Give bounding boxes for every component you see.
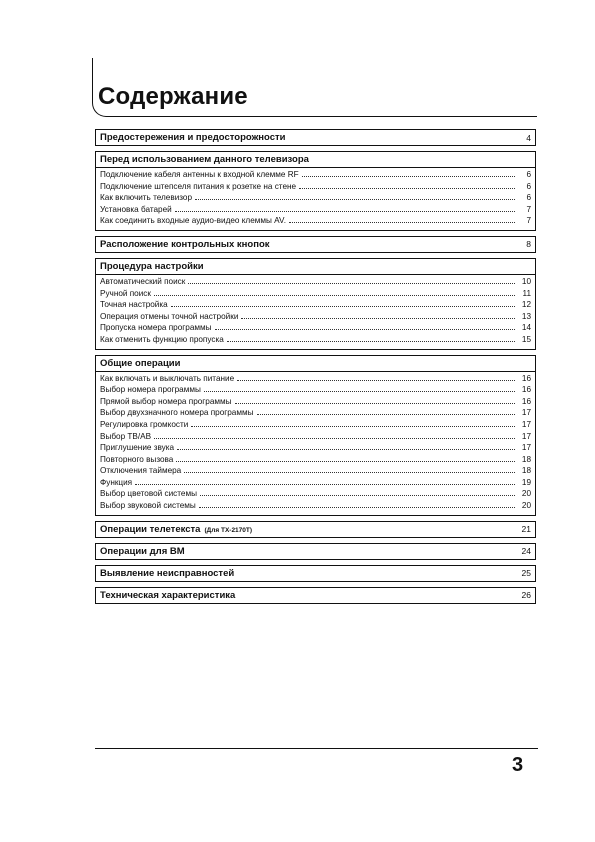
toc-item[interactable]: [100, 489, 531, 501]
toc-item-leader: [241, 317, 515, 319]
toc-item-label: Установка батарей: [100, 204, 172, 214]
toc-item-label: Выбор звуковой системы: [100, 501, 196, 511]
toc-section-title-group: [100, 568, 234, 579]
toc-item-leader: [188, 282, 515, 284]
toc-item-page: 7: [526, 216, 531, 226]
toc-item-leader: [257, 413, 516, 415]
toc-item-page: 16: [521, 396, 531, 406]
toc-section: [95, 129, 536, 146]
toc-section-page: 24: [521, 546, 531, 557]
toc-item-page: 17: [521, 419, 531, 429]
toc-section: [95, 521, 536, 538]
toc-item-page: 15: [521, 334, 531, 344]
toc-item[interactable]: [100, 443, 531, 455]
toc-item-label: Приглушение звука: [100, 443, 175, 453]
toc-item[interactable]: [100, 170, 531, 182]
toc-item-label: Автоматический поиск: [100, 276, 186, 286]
toc-section-heading[interactable]: [96, 522, 535, 537]
toc-section-title-group: [100, 358, 180, 369]
toc-section-title: Техническая характеристика: [100, 589, 236, 601]
toc-item-leader: [175, 210, 515, 212]
toc-item[interactable]: [100, 216, 531, 228]
toc-section-title: Общие операции: [100, 357, 181, 369]
toc-item-label: Пропуска номера программы: [100, 323, 212, 333]
toc-item-page: 18: [521, 454, 531, 464]
footer-rule: [95, 748, 538, 749]
toc-item[interactable]: [100, 323, 531, 335]
toc-item-list: [96, 275, 535, 349]
toc-item-label: Выбор цветовой системы: [100, 489, 198, 499]
toc-item-page: 6: [526, 181, 531, 191]
toc-item[interactable]: [100, 432, 531, 444]
toc-section-title-group: [100, 524, 252, 535]
toc-item-leader: [200, 494, 515, 496]
toc-item[interactable]: [100, 193, 531, 205]
toc-section-page: 25: [521, 568, 531, 579]
toc-item-leader: [289, 221, 515, 223]
toc-item[interactable]: [100, 289, 531, 301]
toc-item-label: Точная настройка: [100, 300, 168, 310]
toc-section-title: Предостережения и предосторожности: [100, 132, 286, 143]
toc-section-title-group: [100, 261, 204, 272]
toc-section-title: Выявление неисправностей: [100, 567, 235, 579]
toc-item-label: Как отменить функцию пропуска: [100, 334, 224, 344]
toc-item-leader: [184, 471, 515, 473]
toc-section: [95, 565, 536, 582]
toc-item-label: Повторного вызова: [100, 454, 174, 464]
toc-item-page: 18: [521, 466, 531, 476]
toc-item[interactable]: [100, 420, 531, 432]
toc-section-heading[interactable]: [96, 259, 535, 275]
toc-item[interactable]: [100, 397, 531, 409]
toc-item-leader: [154, 437, 515, 439]
toc-item-label: Выбор двухзначного номера программы: [100, 408, 254, 418]
toc-item[interactable]: [100, 501, 531, 513]
toc-item-label: Выбор номера программы: [100, 385, 201, 395]
toc-item[interactable]: [100, 312, 531, 324]
toc-item-page: 17: [521, 443, 531, 453]
toc-item-page: 6: [526, 170, 531, 179]
toc-section-heading[interactable]: [96, 588, 535, 603]
toc-item-page: 19: [521, 477, 531, 487]
toc-item-leader: [177, 448, 515, 450]
toc-section: [95, 151, 536, 231]
toc-section-heading[interactable]: [96, 566, 535, 581]
toc-item-leader: [171, 305, 515, 307]
toc-item-page: 14: [521, 323, 531, 333]
toc-item-leader: [204, 390, 515, 392]
toc-item[interactable]: [100, 408, 531, 420]
toc-item-label: Подключение штепселя питания к розетке на стене: [100, 181, 297, 191]
table-of-contents: [95, 129, 536, 609]
toc-item-list: [96, 168, 535, 230]
page-number: 3: [512, 754, 524, 776]
toc-item[interactable]: [100, 466, 531, 478]
toc-section-heading[interactable]: [96, 237, 535, 252]
toc-section: [95, 543, 536, 560]
toc-item-page: 11: [522, 288, 531, 298]
toc-item-label: Ручной поиск: [100, 288, 151, 298]
toc-section-heading[interactable]: [96, 130, 535, 145]
toc-item-page: 6: [526, 193, 531, 203]
toc-section-title: Операции для ВМ: [100, 545, 185, 557]
toc-section-page: 4: [526, 132, 531, 143]
toc-item-leader: [302, 175, 515, 177]
toc-item-label: Как соединить входные аудио-видео клеммы AV.: [100, 216, 287, 226]
toc-item-page: 7: [526, 204, 531, 214]
toc-item[interactable]: [100, 385, 531, 397]
toc-section-title-group: [100, 154, 309, 165]
toc-item-leader: [227, 340, 515, 342]
toc-item-leader: [195, 198, 515, 200]
toc-item[interactable]: [100, 335, 531, 347]
toc-section-title-group: [100, 590, 235, 601]
toc-item[interactable]: [100, 277, 531, 289]
toc-item-leader: [199, 506, 515, 508]
toc-item-page: 13: [521, 311, 531, 321]
toc-item-page: 20: [521, 501, 531, 511]
toc-section-title-group: [100, 132, 286, 143]
toc-section: [95, 236, 536, 253]
toc-item-label: Как включить телевизор: [100, 193, 193, 203]
toc-item-page: 16: [521, 385, 531, 395]
toc-section-title: Перед использованием данного телевизора: [100, 154, 309, 165]
toc-item-page: 16: [521, 373, 531, 383]
toc-section-note: (Для TX-2170T): [204, 526, 253, 534]
toc-item-page: 17: [521, 408, 531, 418]
toc-section-title: Расположение контрольных кнопок: [100, 238, 270, 250]
toc-item[interactable]: [100, 300, 531, 312]
toc-item-label: Операция отмены точной настройки: [100, 311, 239, 321]
toc-item[interactable]: [100, 205, 531, 217]
toc-item-leader: [299, 187, 515, 189]
toc-section-heading[interactable]: [96, 544, 535, 559]
toc-section: [95, 355, 536, 516]
toc-section-heading[interactable]: [96, 152, 535, 168]
toc-item-page: 17: [521, 431, 531, 441]
toc-section: [95, 258, 536, 350]
page-title: Содержание: [98, 83, 248, 110]
toc-item-leader: [176, 460, 515, 462]
toc-item-leader: [235, 402, 515, 404]
toc-section: [95, 587, 536, 604]
toc-section-heading[interactable]: [96, 356, 535, 372]
toc-item[interactable]: [100, 478, 531, 490]
toc-item-label: Как включать и выключать питание: [100, 373, 235, 383]
toc-section-page: 21: [521, 524, 531, 535]
toc-item-label: Подключение кабеля антенны к входной клемме RF: [100, 170, 299, 179]
toc-item-label: Выбор ТВ/АВ: [100, 431, 152, 441]
toc-item[interactable]: [100, 182, 531, 194]
toc-item-label: Отключения таймера: [100, 466, 182, 476]
toc-item-list: [96, 372, 535, 515]
toc-section-title-group: [100, 546, 185, 557]
toc-item-page: 12: [521, 300, 531, 310]
toc-item-leader: [191, 425, 515, 427]
toc-item-label: Прямой выбор номера программы: [100, 396, 232, 406]
toc-item-leader: [215, 328, 515, 330]
toc-section-page: 26: [521, 590, 531, 601]
toc-section-page: 8: [526, 239, 531, 250]
toc-item[interactable]: [100, 374, 531, 386]
toc-item-label: Регулировка громкости: [100, 419, 189, 429]
toc-item-page: 20: [521, 489, 531, 499]
toc-item-label: Функция: [100, 477, 133, 487]
toc-section-title: Операции телетекста: [100, 523, 201, 535]
toc-item-leader: [135, 483, 515, 485]
toc-item-leader: [154, 294, 515, 296]
toc-section-title: Процедура настройки: [100, 260, 204, 272]
toc-section-title-group: [100, 239, 270, 250]
toc-item[interactable]: [100, 455, 531, 467]
toc-item-leader: [237, 379, 515, 381]
toc-item-page: 10: [521, 276, 531, 286]
